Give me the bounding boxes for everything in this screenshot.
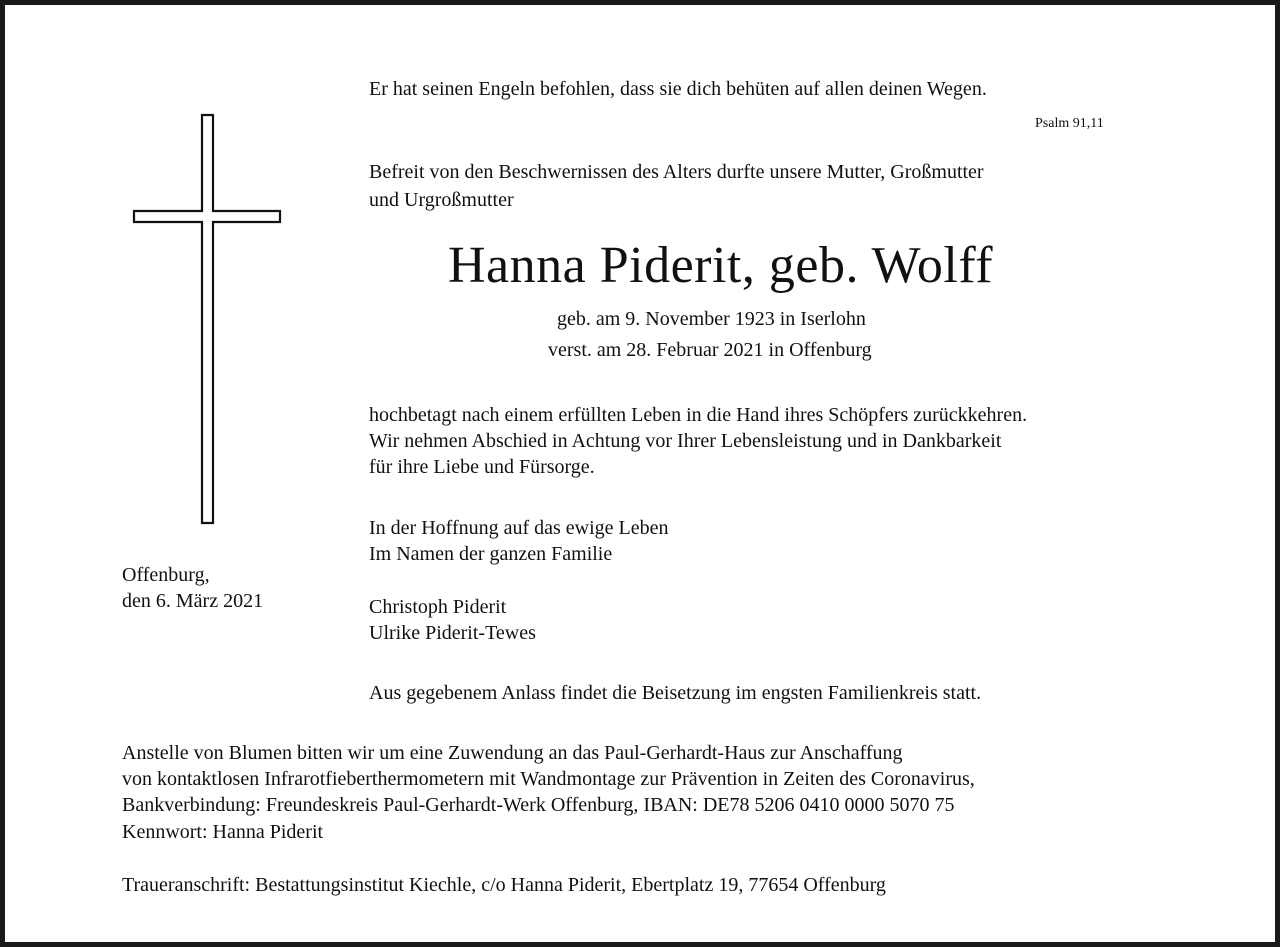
mourning-address: Traueranschrift: Bestattungsinstitut Kiechle, c/o Hanna Piderit, Ebertplatz 19, 77654 Offenburg [122,874,886,896]
body-line: Wir nehmen Abschied in Achtung vor Ihrer Lebensleistung und in Dankbarkeit [369,430,1002,452]
donation-line: Anstelle von Blumen bitten wir um eine Zuwendung an das Paul-Gerhardt-Haus zur Anschaffung [122,742,903,764]
body-line: hochbetagt nach einem erfüllten Leben in die Hand ihres Schöpfers zurückkehren. [369,404,1028,426]
deceased-name: Hanna Piderit, geb. Wolff [448,237,994,294]
intro-line: und Urgroßmutter [369,189,514,211]
mourner-name: Ulrike Piderit-Tewes [369,622,536,644]
bible-verse: Er hat seinen Engeln befohlen, dass sie dich behüten auf allen deinen Wegen. [369,78,987,100]
body-line: für ihre Liebe und Fürsorge. [369,456,595,478]
burial-notice: Aus gegebenem Anlass findet die Beisetzung im engsten Familienkreis statt. [369,682,982,704]
birth-date: geb. am 9. November 1923 in Iserlohn [557,308,866,330]
bank-details: Bankverbindung: Freundeskreis Paul-Gerhardt-Werk Offenburg, IBAN: DE78 5206 0410 0000 5070 75 [122,794,955,816]
place-line: Offenburg, [122,564,210,586]
death-date: verst. am 28. Februar 2021 in Offenburg [548,339,872,361]
donation-line: von kontaktlosen Infrarotfieberthermometern mit Wandmontage zur Prävention in Zeiten des Coronavirus, [122,768,975,790]
cross-icon [130,112,286,528]
family-line: Im Namen der ganzen Familie [369,543,613,565]
verse-reference: Psalm 91,11 [1035,116,1104,131]
intro-line: Befreit von den Beschwernissen des Alters durfte unsere Mutter, Großmutter [369,161,984,183]
mourner-name: Christoph Piderit [369,596,507,618]
donation-keyword: Kennwort: Hanna Piderit [122,821,324,843]
hope-line: In der Hoffnung auf das ewige Leben [369,517,669,539]
date-line: den 6. März 2021 [122,590,264,612]
